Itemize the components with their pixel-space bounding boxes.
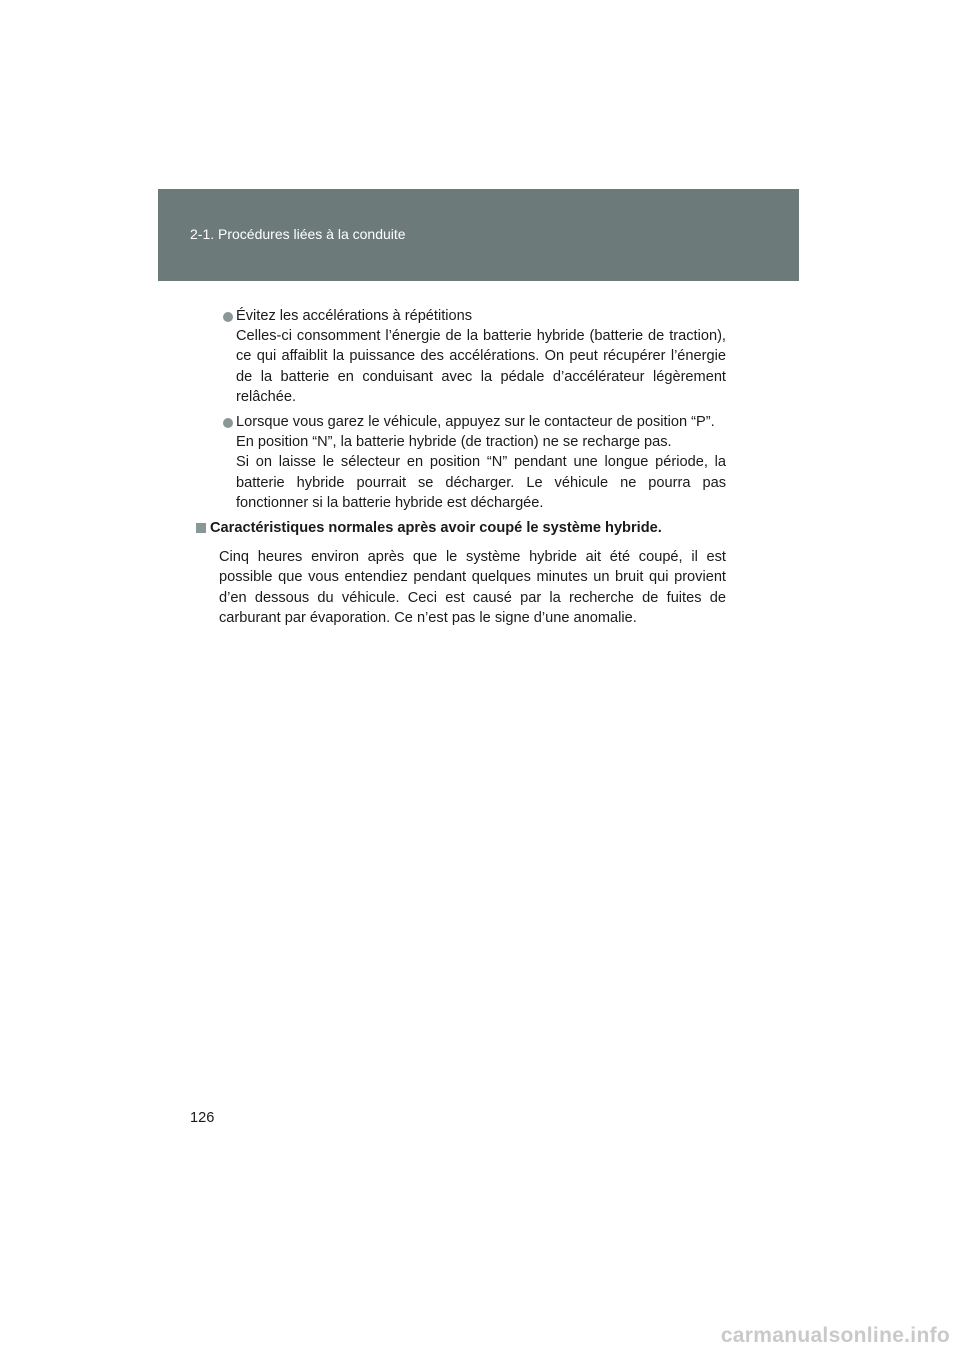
- bullet-dot-icon: [223, 312, 233, 322]
- page-number: 126: [190, 1110, 215, 1126]
- bullet-heading: Évitez les accélérations à répétitions: [236, 308, 473, 324]
- page-content: [190, 306, 726, 628]
- subsection-body: Cinq heures environ après que le système hybride ait été coupé, il est possible que vous entendiez pendant quelques minutes un bruit qui provient d’en dessous du véhicule. Ceci est causé par la recherche de fuites de carburant par évaporation. Ce n’est pas le signe d’une anomalie.: [219, 549, 726, 626]
- section-title: 2-1. Procédures liées à la conduite: [190, 226, 406, 242]
- bullet-body-line: En position “N”, la batterie hybride (de traction) ne se recharge pas.: [236, 434, 672, 451]
- chapter-header-band: [158, 189, 799, 281]
- square-bullet-icon: [196, 523, 206, 533]
- bullet-heading: Lorsque vous garez le véhicule, appuyez sur le contacteur de position “P”.: [236, 414, 715, 431]
- bullet-dot-icon: [223, 418, 233, 428]
- bullet-item: [190, 412, 726, 513]
- bullet-body: Celles-ci consomment l’énergie de la batterie hybride (batterie de traction), ce qui affaiblit la puissance des accélérations. On peut récupérer l’énergie de la batterie en conduisant avec la pédale d’accélérateur légèrement relâchée.: [236, 328, 726, 405]
- bullet-body-line: Si on laisse le sélecteur en position “N” pendant une longue période, la batterie hybride pourrait se décharger. Le véhicule ne pourra pas fonctionner si la batterie hybride est déchargée.: [236, 454, 726, 511]
- watermark-text: carmanualsonline.info: [720, 1324, 950, 1347]
- subsection: [190, 518, 726, 628]
- bullet-item: [190, 306, 726, 407]
- subsection-heading: Caractéristiques normales après avoir coupé le système hybride.: [210, 520, 662, 537]
